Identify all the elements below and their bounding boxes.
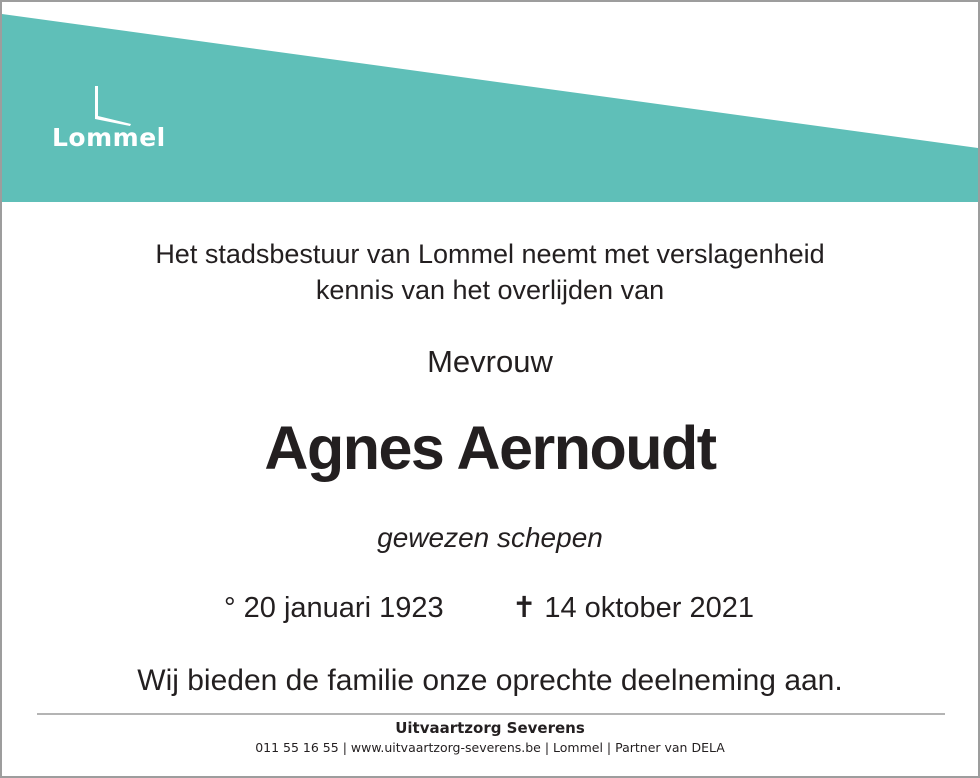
intro-line-1: Het stadsbestuur van Lommel neemt met verslagenheid bbox=[155, 239, 825, 269]
condolence-message: Wij bieden de familie onze oprechte deelneming aan. bbox=[137, 664, 843, 697]
funeral-company-info: 011 55 16 55 | www.uitvaartzorg-severens.be | Lommel | Partner van DELA bbox=[255, 740, 725, 755]
lommel-logo-text: Lommel bbox=[52, 123, 166, 152]
deceased-role: gewezen schepen bbox=[377, 522, 603, 553]
deceased-name: Agnes Aernoudt bbox=[264, 414, 716, 482]
notice-content bbox=[2, 2, 978, 776]
salutation: Mevrouw bbox=[427, 344, 553, 379]
intro-line-2: kennis van het overlijden van bbox=[315, 275, 665, 305]
death-date: ✝ 14 oktober 2021 bbox=[512, 592, 754, 624]
funeral-company-name: Uitvaartzorg Severens bbox=[395, 719, 585, 737]
birth-date: ° 20 januari 1923 bbox=[224, 592, 444, 624]
footer-divider bbox=[37, 713, 945, 715]
